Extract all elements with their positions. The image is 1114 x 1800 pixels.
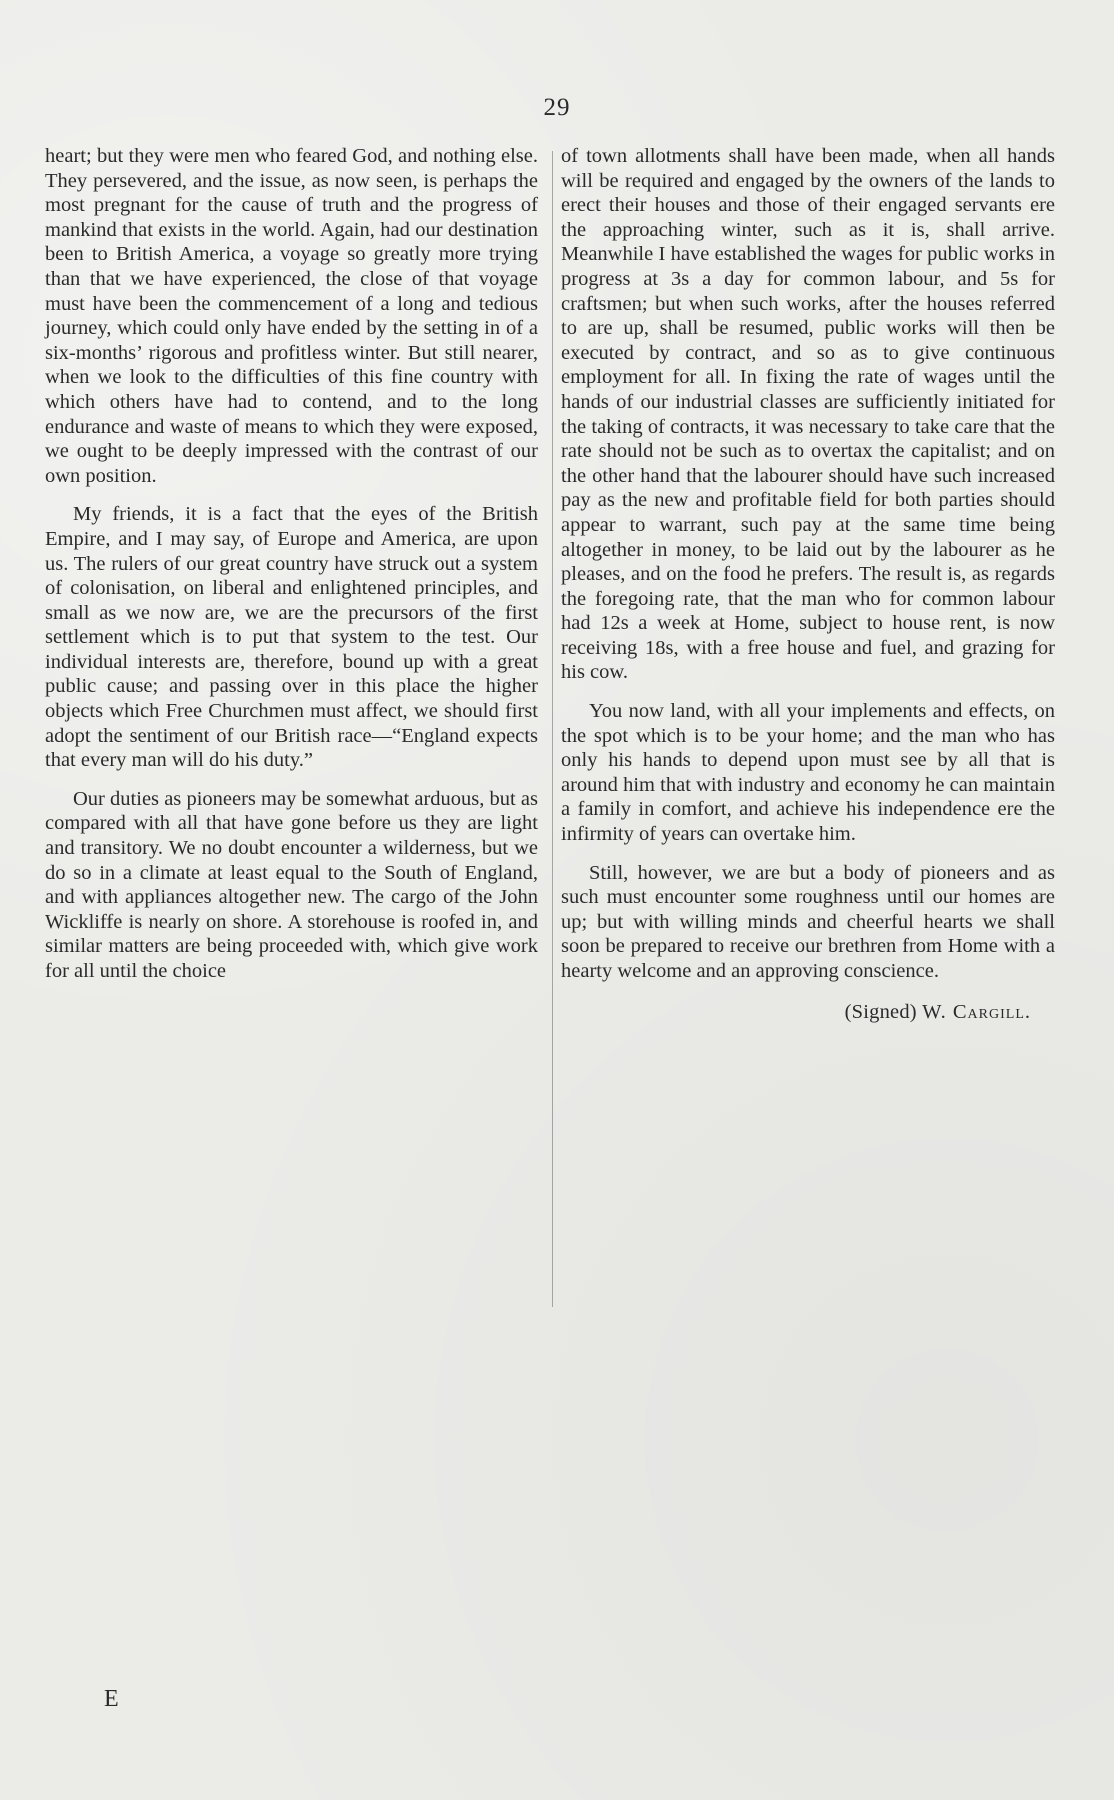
left-paragraph-1: heart; but they were men who feared God, and nothing else. They persevered, and the issue, as now seen, is perhaps the most pregnant for the cause of truth and the progress of mankind that exists in the world. Again, had our destination been to British America, a voyage so greatly more trying than that we have experienced, the close of that voyage must have been the commencement of a long and tedious journey, which could only have ended by the setting in of a six-months’ rigorous and profitless winter. But still nearer, when we look to the difficulties of this fine country with which others have had to contend, and to the long endurance and waste of means to which they were exposed, we ought to be deeply impressed with the contrast of our own position. <box>45 145 538 487</box>
page-number: 29 <box>543 94 571 121</box>
left-paragraph-3: Our duties as pioneers may be somewhat arduous, but as compared with all that have gone before us they are light and transitory. We no doubt encounter a wilderness, but we do so in a climate at least equal to the South of England, and with appliances altogether new. The cargo of the John Wickliffe is nearly on shore. A storehouse is roofed in, and similar matters are being proceeded with, which give work for all until the choice <box>45 787 538 982</box>
footer-mark: E <box>104 1686 119 1712</box>
column-divider <box>552 151 553 1307</box>
signature-name: W. Cargill. <box>922 1000 1031 1023</box>
signature <box>561 1000 1055 1025</box>
right-paragraph-2: You now land, with all your implements and effects, on the spot which is to be your home; and the man who has only his hands to depend upon must see by all that is around him that with industry and economy he can maintain a family in comfort, and achieve his independence ere the infirmity of years can overtake him. <box>561 700 1055 846</box>
right-column <box>561 144 1055 1024</box>
left-paragraph-2: My friends, it is a fact that the eyes of the British Empire, and I may say, of Europe and America, are upon us. The rulers of our great country have struck out a system of colonisation, on liberal and enlightened principles, and small as we now are, we are the precursors of the first settlement which is to put that system to the test. Our individual interests are, therefore, bound up with a great public cause; and passing over in this place the higher objects which Free Churchmen must affect, we should first adopt the sentiment of our British race—“England expects that every man will do his duty.” <box>45 503 538 772</box>
right-paragraph-3: Still, however, we are but a body of pioneers and as such must encounter some roughness until our homes are up; but with willing minds and cheerful hearts we shall soon be prepared to receive our brethren from Home with a hearty welcome and an approving conscience. <box>561 861 1055 982</box>
right-paragraph-1: of town allotments shall have been made, when all hands will be required and engaged by the owners of the lands to erect their houses and those of their engaged servants ere the approaching winter, such as it is, shall arrive. Meanwhile I have established the wages for public works in progress at 3s a day for common labour, and 5s for craftsmen; but when such works, after the houses referred to are up, shall be resumed, public works will then be executed by contract, and so as to give continuous employment for all. In fixing the rate of wages until the hands of our industrial classes are sufficiently initiated for the taking of contracts, it was necessary to take care that the rate should not be such as to overtax the capitalist; and on the other hand that the labourer should have such increased pay as the new and profitable field for both parties should appear to warrant, such pay at the same time being altogether in money, to be laid out by the labourer as he pleases, and on the food he prefers. The result is, as regards the foregoing rate, that the man who for common labour had 12s a week at Home, subject to house rent, is now receiving 18s, with a free house and fuel, and grazing for his cow. <box>561 145 1055 684</box>
signature-prefix: (Signed) <box>844 1000 923 1023</box>
left-column <box>45 144 538 998</box>
